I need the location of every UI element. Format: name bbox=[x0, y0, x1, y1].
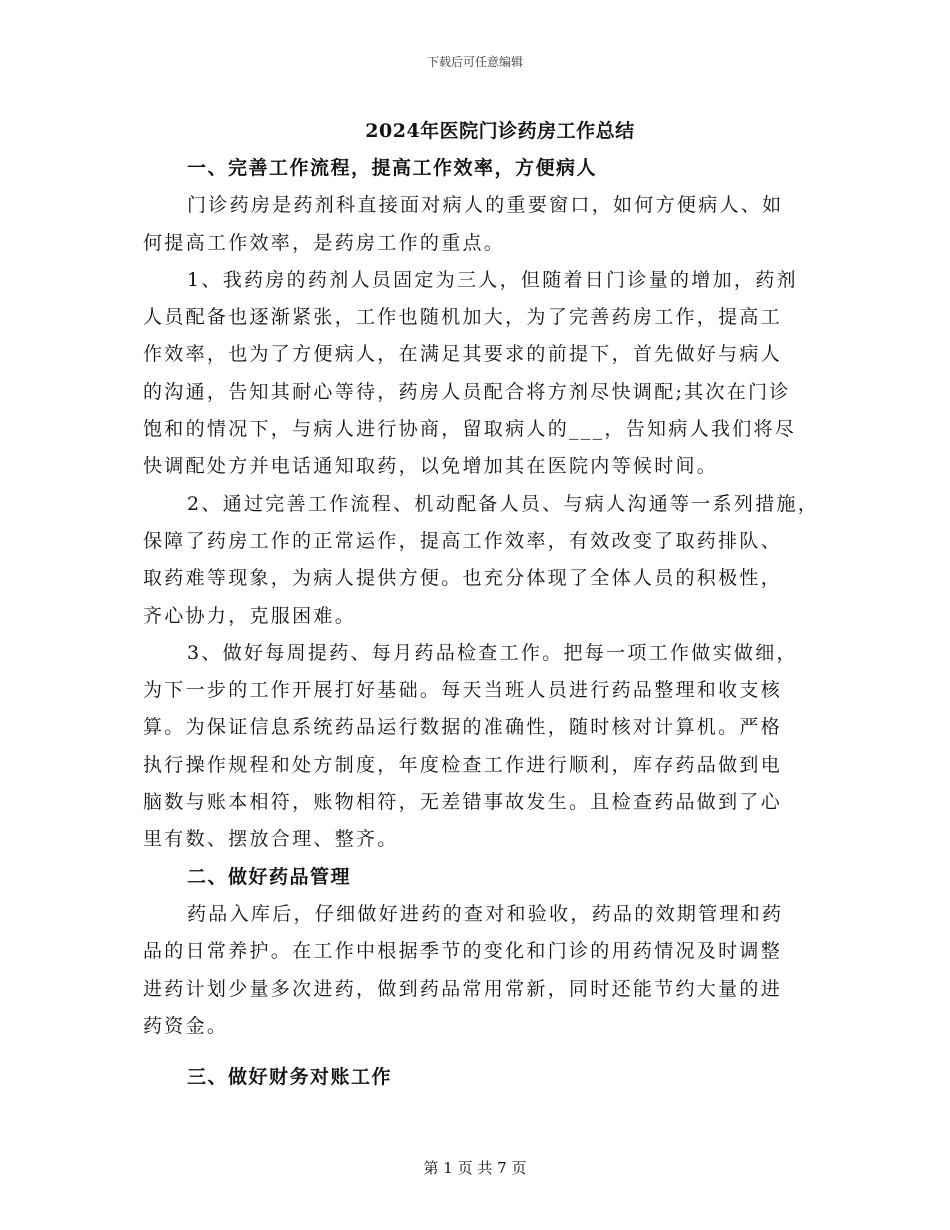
paragraph-line: 何提高工作效率，是药房工作的重点。 bbox=[143, 231, 506, 254]
paragraph-line: 进药计划少量多次进药，做到药品常用常新，同时还能节约大量的进 bbox=[143, 977, 783, 1000]
paragraph-line: 保障了药房工作的正常运作，提高工作效率，有效改变了取药排队、 bbox=[143, 529, 783, 552]
page-header-note: 下载后可任意编辑 bbox=[426, 55, 523, 69]
section-heading: 二、做好药品管理 bbox=[187, 865, 352, 888]
paragraph-line: 门诊药房是药剂科直接面对病人的重要窗口，如何方便病人、如 bbox=[187, 194, 784, 217]
document-title: 2024年医院门诊药房工作总结 bbox=[365, 120, 635, 142]
paragraph-line: 算。为保证信息系统药品运行数据的准确性，随时核对计算机。严格 bbox=[143, 716, 783, 739]
document-body bbox=[143, 150, 818, 1096]
section-heading: 三、做好财务对账工作 bbox=[187, 1066, 393, 1089]
paragraph-line: 的沟通，告知其耐心等待，药房人员配合将方剂尽快调配;其次在门诊 bbox=[143, 380, 791, 403]
paragraph-line: 脑数与账本相符，账物相符，无差错事故发生。且检查药品做到了心 bbox=[143, 791, 783, 814]
page-number: 第 1 页 共 7 页 bbox=[423, 1159, 527, 1177]
paragraph-line: 药资金。 bbox=[143, 1014, 229, 1037]
paragraph-line: 饱和的情况下，与病人进行协商，留取病人的___，告知病人我们将尽 bbox=[143, 418, 797, 441]
section-heading: 一、完善工作流程，提高工作效率，方便病人 bbox=[187, 157, 598, 179]
paragraph-line: 人员配备也逐渐紧张，工作也随机加大，为了完善药房工作，提高工 bbox=[143, 306, 783, 329]
paragraph-line: 作效率，也为了方便病人，在满足其要求的前提下，首先做好与病人 bbox=[143, 343, 783, 366]
paragraph-line: 1、我药房的药剂人员固定为三人，但随着日门诊量的增加，药剂 bbox=[187, 268, 798, 291]
paragraph-line: 药品入库后，仔细做好进药的查对和验收，药品的效期管理和药 bbox=[187, 902, 784, 925]
paragraph-line: 品的日常养护。在工作中根据季节的变化和门诊的用药情况及时调整 bbox=[143, 940, 783, 963]
paragraph-line: 3、做好每周提药、每月药品检查工作。把每一项工作做实做细， bbox=[187, 641, 798, 664]
paragraph-line: 快调配处方并电话通知取药，以免增加其在医院内等候时间。 bbox=[143, 455, 719, 478]
paragraph-line: 2、通过完善工作流程、机动配备人员、与病人沟通等一系列措施， bbox=[187, 492, 820, 515]
paragraph-line: 执行操作规程和处方制度，年度检查工作进行顺利，库存药品做到电 bbox=[143, 753, 783, 776]
paragraph-line: 里有数、摆放合理、整齐。 bbox=[143, 828, 399, 851]
paragraph-spacer bbox=[143, 1045, 818, 1059]
paragraph-line: 齐心协力，克服困难。 bbox=[143, 604, 357, 627]
paragraph-line: 取药难等现象，为病人提供方便。也充分体现了全体人员的积极性， bbox=[143, 567, 783, 590]
paragraph-line: 为下一步的工作开展打好基础。每天当班人员进行药品整理和收支核 bbox=[143, 679, 783, 702]
